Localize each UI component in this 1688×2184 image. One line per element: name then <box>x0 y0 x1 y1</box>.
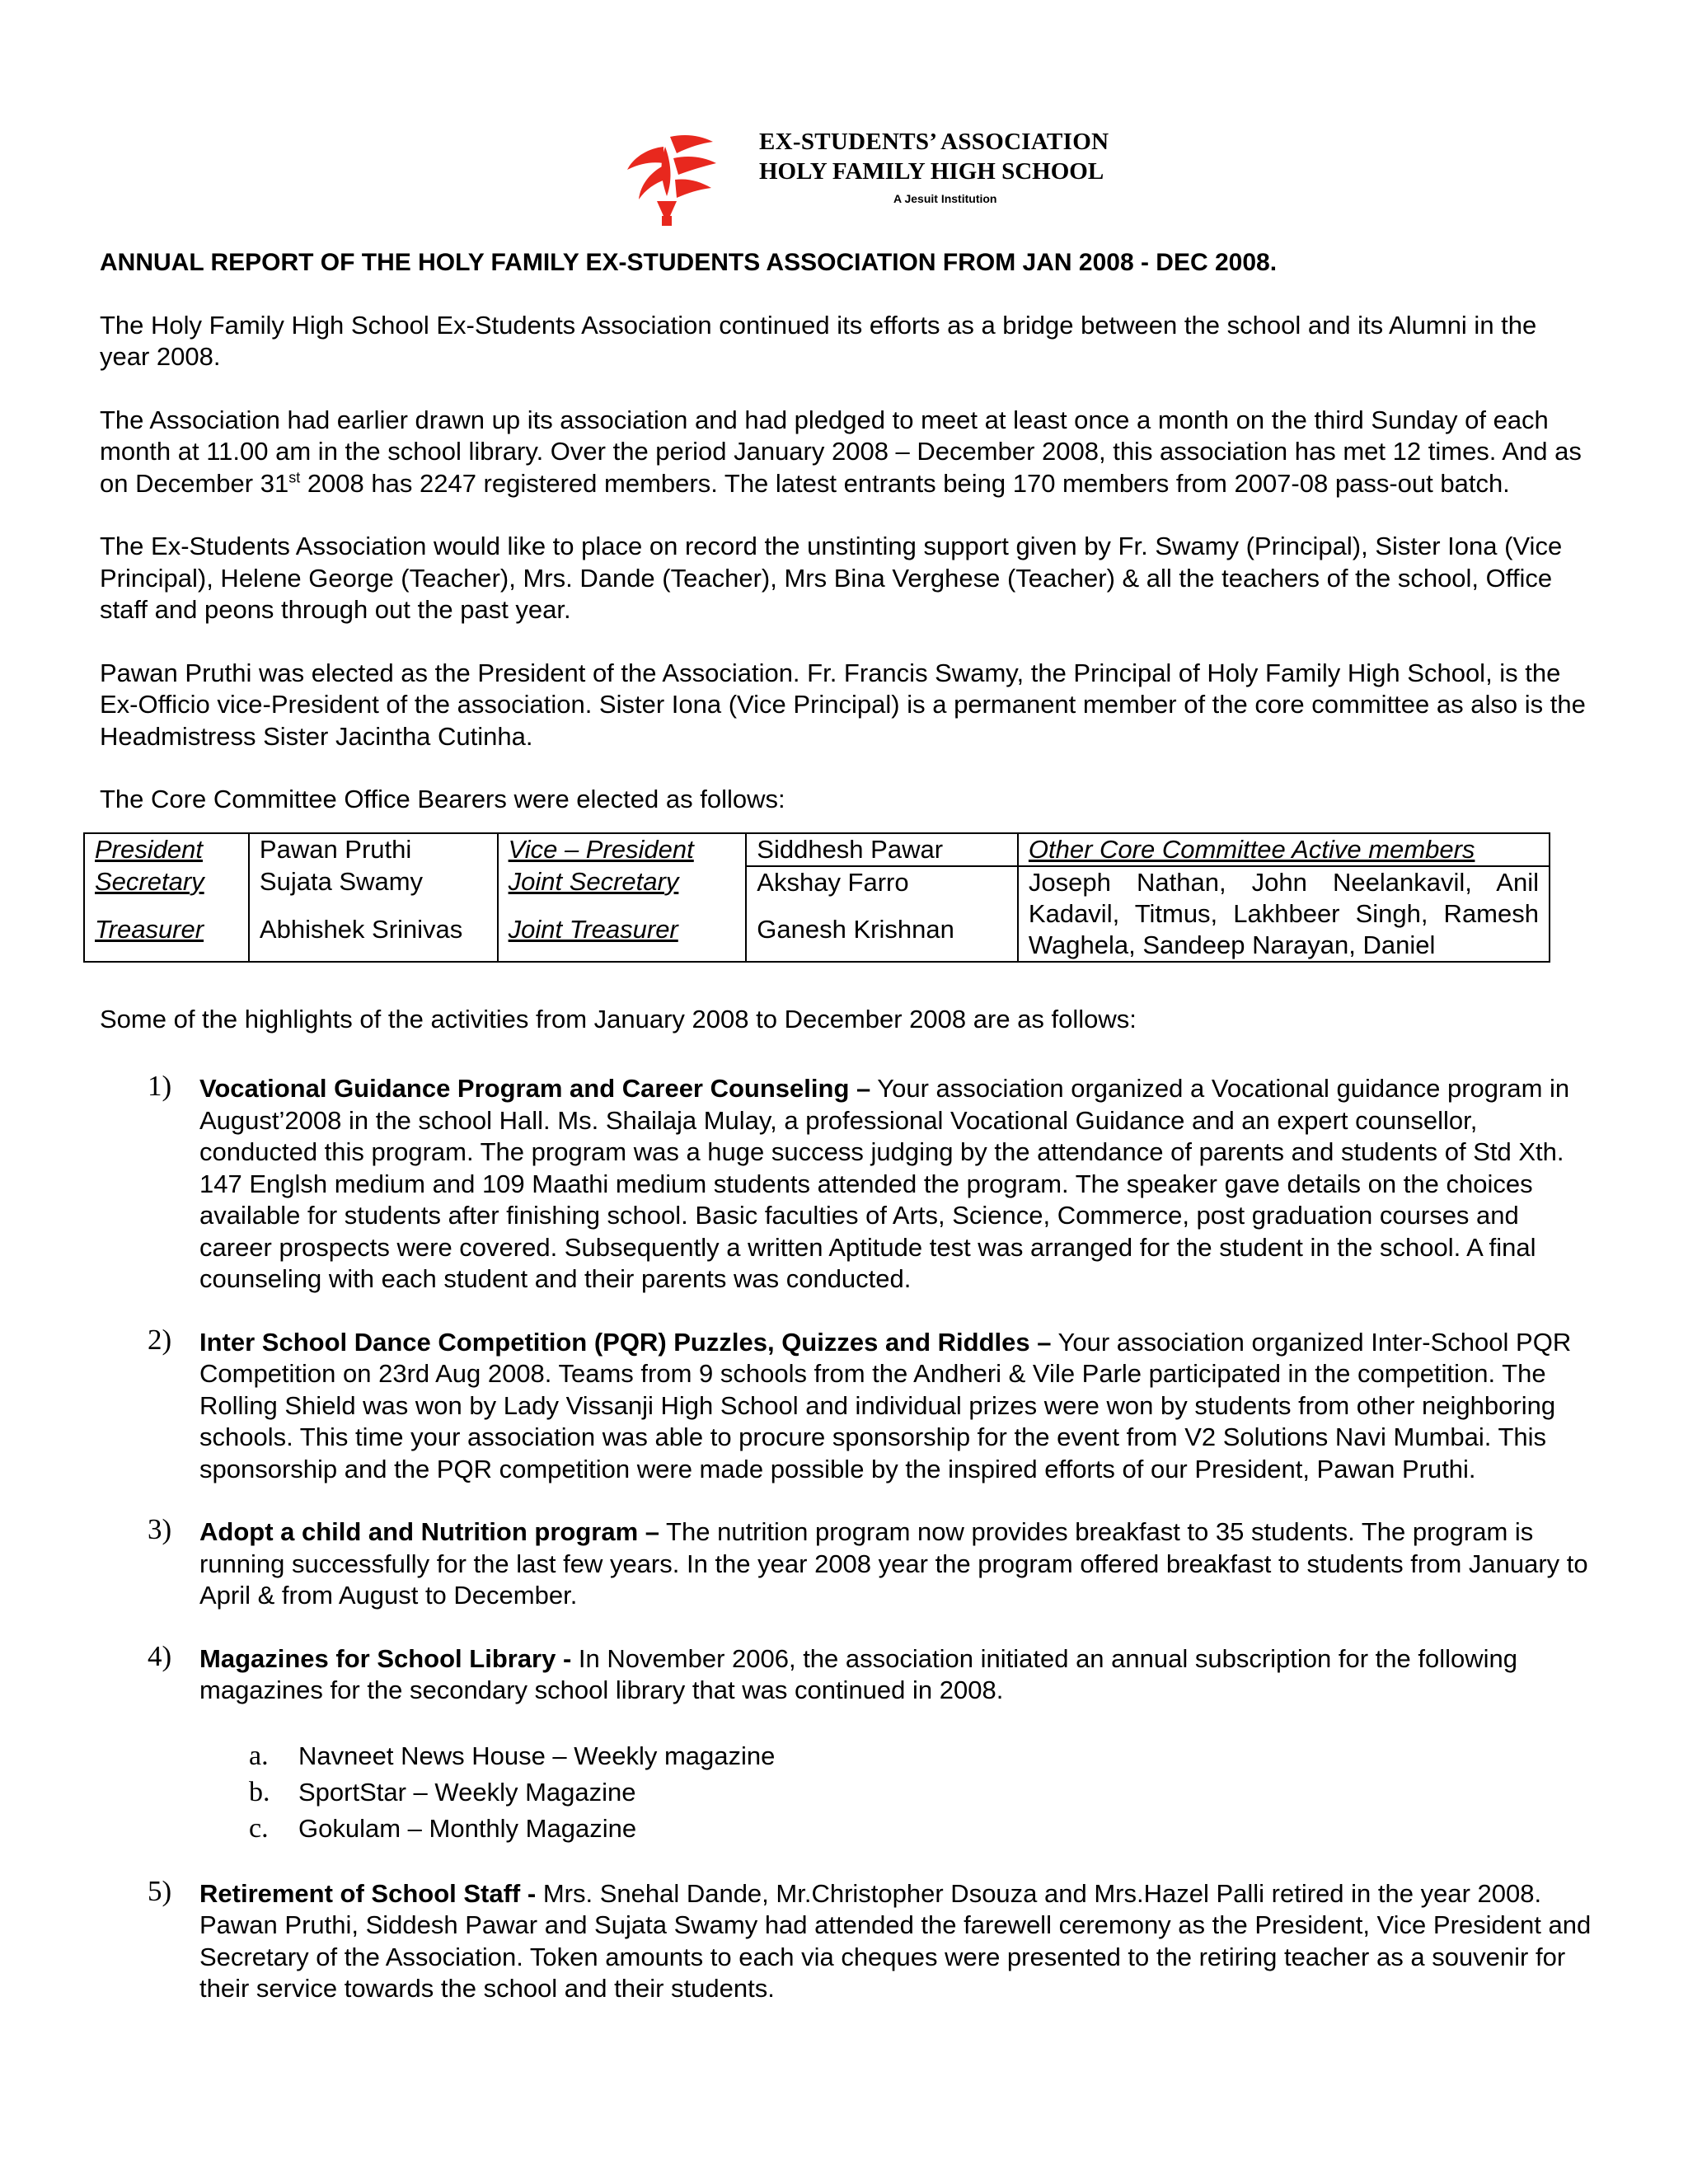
activity-text: Mrs. Snehal Dande, Mr.Christopher Dsouza and Mrs.Hazel Palli retired in the year 2008. Pawan Pruthi, Siddesh Pawar and Sujata Swamy had attended the farewell ceremony as the President, Vice President and Secretary of the Association. Token amounts to each via cheques were presented to the retiring teacher as a souvenir for their service towards the school and their students. <box>199 1878 1592 2003</box>
name-vice-president: Siddhesh Pawar <box>746 833 1018 866</box>
activity-text: The nutrition program now provides breakfast to 35 students. The program is running successfully for the last few years. In the year 2008 year the program offered breakfast to students from January to April & from August to December. <box>199 1517 1588 1610</box>
role-treasurer: Treasurer <box>84 914 249 962</box>
school-name: HOLY FAMILY HIGH SCHOOL <box>759 158 1104 185</box>
magazines-list <box>199 1738 1592 1847</box>
activities-list <box>100 1070 1592 2005</box>
table-row <box>84 866 1550 914</box>
activity-heading: Retirement of School Staff - <box>199 1878 537 1908</box>
association-name: EX-STUDENTS’ ASSOCIATION <box>759 129 1109 155</box>
acknowledgement-paragraph: The Ex-Students Association would like to place on record the unstinting support given by Fr. Swamy (Principal), Sister Iona (Vice Principal), Helene George (Teacher), Mrs. Dande (Teacher), Mrs Bina Verghese (Teacher) & all the teachers of the school, Office staff and peons through out the past year. <box>100 532 1563 624</box>
activity-text: Your association organized Inter-School PQR Competition on 23rd Aug 2008. Teams from 9 schools from the Andheri & Vile Parle participated in the competition. The Rolling Shield was won by Lady Vissanji High School and individual prizes were won by students from other neighboring schools. This time your association was able to procure sponsorship for the event from V2 Solutions Navi Mumbai. This sponsorship and the PQR competition were made possible by the inspired efforts of our President, Pawan Pruthi. <box>199 1327 1572 1483</box>
role-other-members: Other Core Committee Active members <box>1018 833 1550 866</box>
list-item <box>199 1774 1592 1811</box>
list-item <box>199 1811 1592 1847</box>
magazine-name: SportStar – Weekly Magazine <box>298 1777 636 1807</box>
letterhead <box>558 115 1151 231</box>
activity-heading: Vocational Guidance Program and Career Counseling – <box>199 1074 871 1103</box>
magazine-name: Navneet News House – Weekly magazine <box>298 1741 776 1770</box>
role-vice-president: Vice – President <box>498 833 747 866</box>
intro-paragraph: The Holy Family High School Ex-Students Association continued its efforts as a bridge between the school and its Alumni in the year 2008. <box>100 310 1537 371</box>
item-number: 5) <box>148 1874 172 1907</box>
list-item <box>100 1070 1592 1296</box>
meetings-text: The Association had earlier drawn up its association and had pledged to meet at least once a month on the third Sunday of each month at 11.00 am in the school library. Over the period January 2008 – December 2008, this association has met 12 times. And as on December 31 <box>100 405 1582 498</box>
president-paragraph: Pawan Pruthi was elected as the President of the Association. Fr. Francis Swamy, the Principal of Holy Family High School, is the Ex-Officio vice-President of the association. Sister Iona (Vice Principal) is a permanent member of the core committee as also is the Headmistress Sister Jacintha Cutinha. <box>100 658 1586 751</box>
item-letter: c. <box>249 1812 269 1844</box>
name-joint-secretary: Akshay Farro <box>746 866 1018 914</box>
role-joint-treasurer: Joint Treasurer <box>498 914 747 962</box>
item-number: 3) <box>148 1513 172 1545</box>
activity-heading: Magazines for School Library - <box>199 1643 572 1673</box>
ordinal-suffix: st <box>288 469 301 486</box>
other-members-list: Joseph Nathan, John Neelankavil, Anil Kadavil, Titmus, Lakhbeer Singh, Ramesh Waghela, Sandeep Narayan, Daniel <box>1018 866 1550 962</box>
name-president: Pawan Pruthi <box>249 833 498 866</box>
activity-heading: Inter School Dance Competition (PQR) Puzzles, Quizzes and Riddles – <box>199 1327 1052 1357</box>
name-secretary: Sujata Swamy <box>249 866 498 914</box>
item-number: 4) <box>148 1639 172 1672</box>
activity-heading: Adopt a child and Nutrition program – <box>199 1517 659 1546</box>
office-bearers-table <box>83 832 1550 963</box>
highlights-intro: Some of the highlights of the activities from January 2008 to December 2008 are as follows: <box>100 1004 1137 1033</box>
item-number: 1) <box>148 1070 172 1102</box>
role-secretary: Secretary <box>84 866 249 914</box>
list-item <box>100 1639 1592 1847</box>
name-treasurer: Abhishek Srinivas <box>249 914 498 962</box>
list-item <box>199 1738 1592 1774</box>
report-title: ANNUAL REPORT OF THE HOLY FAMILY EX-STUDENTS ASSOCIATION FROM JAN 2008 - DEC 2008. <box>100 249 1278 276</box>
institution-tagline: A Jesuit Institution <box>893 192 997 205</box>
report-body <box>95 247 1592 2036</box>
meetings-paragraph <box>100 405 1592 500</box>
item-letter: a. <box>249 1740 269 1771</box>
role-president: President <box>84 833 249 866</box>
role-joint-secretary: Joint Secretary <box>498 866 747 914</box>
table-row <box>84 833 1550 866</box>
activity-text: In November 2006, the association initiated an annual subscription for the following magazines for the secondary school library that was continued in 2008. <box>199 1643 1518 1704</box>
name-joint-treasurer: Ganesh Krishnan <box>746 914 1018 962</box>
bearers-intro: The Core Committee Office Bearers were elected as follows: <box>100 785 785 813</box>
list-item <box>100 1323 1592 1486</box>
list-item <box>100 1874 1592 2005</box>
item-number: 2) <box>148 1323 172 1356</box>
magazine-name: Gokulam – Monthly Magazine <box>298 1813 637 1843</box>
torch-flame-logo-icon <box>616 130 723 229</box>
list-item <box>100 1513 1592 1612</box>
item-letter: b. <box>249 1776 270 1807</box>
activity-text: Your association organized a Vocational guidance program in August’2008 in the school Hall. Ms. Shailaja Mulay, a professional Vocational Guidance and an expert counsellor, conducted this program. The program was a huge success judging by the attendance of parents and students of Std Xth. 147 Englsh medium and 109 Maathi medium students attended the program. The speaker gave details on the choices available for students after finishing school. Basic faculties of Arts, Science, Commerce, post graduation courses and career prospects were covered. Subsequently a written Aptitude test was arranged for the student in the school. A final counseling with each student and their parents was conducted. <box>199 1074 1570 1293</box>
meetings-text-end: 2008 has 2247 registered members. The latest entrants being 170 members from 2007-08 pass-out batch. <box>300 468 1510 498</box>
